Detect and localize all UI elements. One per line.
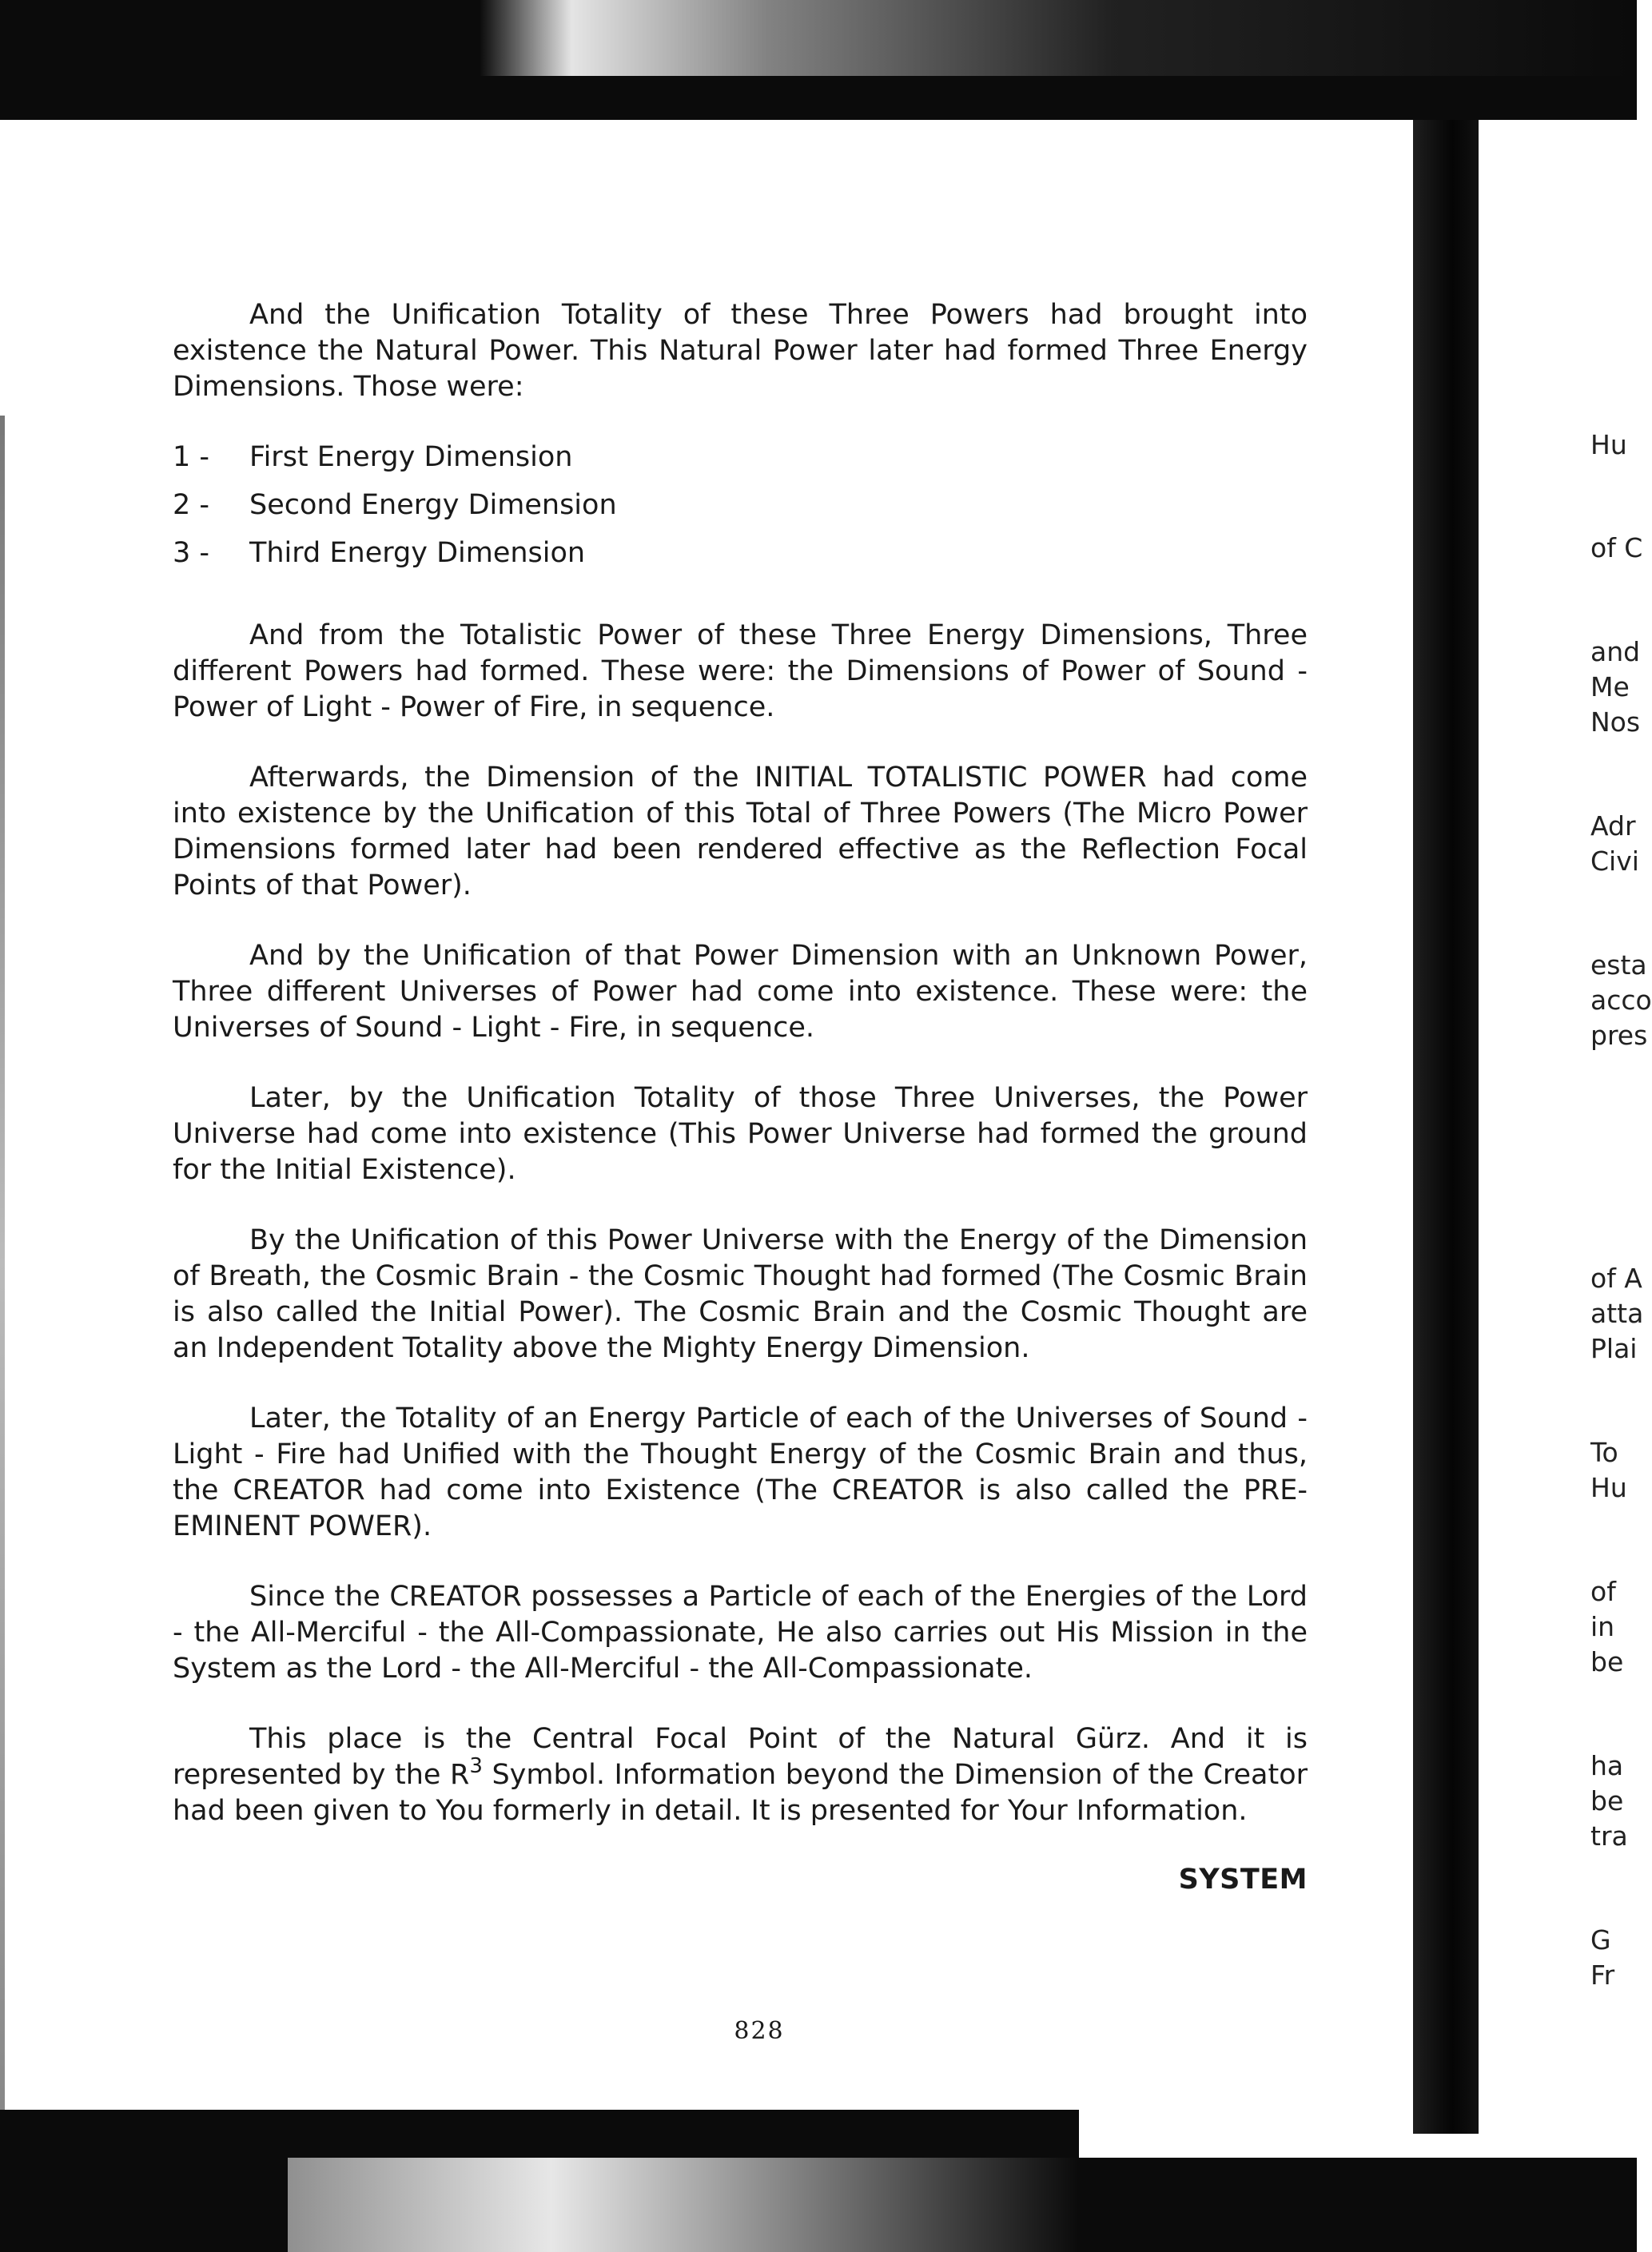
scan-glare xyxy=(480,0,1630,76)
facing-text-fragment: To xyxy=(1590,1437,1618,1468)
facing-text-fragment: be xyxy=(1590,1646,1624,1677)
energy-dimension-list xyxy=(173,440,1308,583)
list-item-number: 3 - xyxy=(173,537,210,569)
facing-page-fragment xyxy=(1590,0,1652,2252)
facing-text-fragment: of A xyxy=(1590,1263,1642,1294)
list-item-label: Second Energy Dimension xyxy=(249,489,617,521)
signature: SYSTEM xyxy=(1178,1864,1308,1896)
paragraph-three-universes: And by the Unification of that Power Dimension with an Unknown Power, Three different Universes of Power had come into existence. These were: the Universes of Sound - Light - Fire, in sequence. xyxy=(173,940,1308,1044)
list-item-label: Third Energy Dimension xyxy=(249,537,586,569)
facing-text-fragment: Nos xyxy=(1590,706,1641,738)
paragraph-three-powers: And from the Totalistic Power of these Three Energy Dimensions, Three different Powers had formed. These were: the Dimensions of Power of Sound - Power of Light - Power of Fire, in sequence. xyxy=(173,619,1308,723)
list-item-label: First Energy Dimension xyxy=(249,441,573,473)
facing-text-fragment: Hu xyxy=(1590,429,1627,460)
list-item-number: 2 - xyxy=(173,489,210,521)
page-left-edge xyxy=(0,416,5,2110)
facing-text-fragment: Civi xyxy=(1590,845,1639,877)
facing-text-fragment: ha xyxy=(1590,1750,1624,1781)
paragraph-cosmic-brain: By the Unification of this Power Universe with the Energy of the Dimension of Breath, the Cosmic Brain - the Cosmic Thought had formed (The Cosmic Brain is also called the Initial Power). The Cosmic Brain and the Cosmic Thought are an Independent Totality above the Mighty Energy Dimension. xyxy=(173,1224,1308,1364)
document-page xyxy=(173,297,1308,1898)
paragraph-text-end: Symbol. Information beyond the Dimension of the Creator had been given to You formerly in detail. It is presented for Your Information. xyxy=(173,1759,1308,1827)
facing-text-fragment: G xyxy=(1590,1924,1611,1956)
page-number: 828 xyxy=(734,2017,785,2045)
facing-text-fragment: Plai xyxy=(1590,1333,1638,1364)
facing-text-fragment: Me xyxy=(1590,671,1630,702)
scan-bottom-right-gap xyxy=(1079,2110,1638,2158)
paragraph-initial-totalistic-power: Afterwards, the Dimension of the INITIAL TOTALISTIC POWER had come into existence by the Unification of this Total of Three Powers (The Micro Power Dimensions formed later had been rendered effective as the Reflection Focal Points of that Power). xyxy=(173,762,1308,901)
list-item xyxy=(173,487,1308,535)
facing-text-fragment: of C xyxy=(1590,532,1643,563)
paragraph-text-start: This place is the Central Focal Point of the Natural Gürz. And it is represented by the R xyxy=(173,1723,1308,1791)
facing-text-fragment: Fr xyxy=(1590,1960,1615,1991)
facing-text-fragment: esta xyxy=(1590,949,1647,981)
list-item-number: 1 - xyxy=(173,441,210,473)
facing-text-fragment: atta xyxy=(1590,1298,1644,1329)
facing-text-fragment: of xyxy=(1590,1576,1616,1607)
facing-text-fragment: and xyxy=(1590,636,1641,667)
facing-text-fragment: tra xyxy=(1590,1820,1628,1852)
book-gutter xyxy=(1413,120,1479,2134)
list-item xyxy=(173,535,1308,583)
scan-bottom-glare xyxy=(288,2158,1606,2252)
paragraph-natural-power: And the Unification Totality of these Three Powers had brought into existence the Natural Power. This Natural Power later had formed Three Energy Dimensions. Those were: xyxy=(173,299,1308,403)
paragraph-creator-mission: Since the CREATOR possesses a Particle of each of the Energies of the Lord - the All-Merciful - the All-Compassionate, He also carries out His Mission in the System as the Lord - the All-Merciful - the All-Compassionate. xyxy=(173,1581,1308,1685)
paragraph-power-universe: Later, by the Unification Totality of those Three Universes, the Power Universe had come into existence (This Power Universe had formed the ground for the Initial Existence). xyxy=(173,1082,1308,1186)
list-item xyxy=(173,440,1308,487)
facing-text-fragment: Adr xyxy=(1590,810,1636,842)
paragraph-creator: Later, the Totality of an Energy Particle of each of the Universes of Sound - Light - Fire had Unified with the Thought Energy of the Cosmic Brain and thus, the CREATOR had come into Existence (The CREATOR is also called the PRE-EMINENT POWER). xyxy=(173,1403,1308,1542)
facing-text-fragment: Hu xyxy=(1590,1472,1627,1503)
facing-text-fragment: in xyxy=(1590,1611,1615,1642)
facing-text-fragment: pres xyxy=(1590,1020,1648,1051)
facing-text-fragment: acco xyxy=(1590,985,1652,1016)
facing-text-fragment: be xyxy=(1590,1785,1624,1816)
superscript-three: 3 xyxy=(469,1754,483,1778)
paragraph-natural-gurz xyxy=(173,1721,1308,1829)
